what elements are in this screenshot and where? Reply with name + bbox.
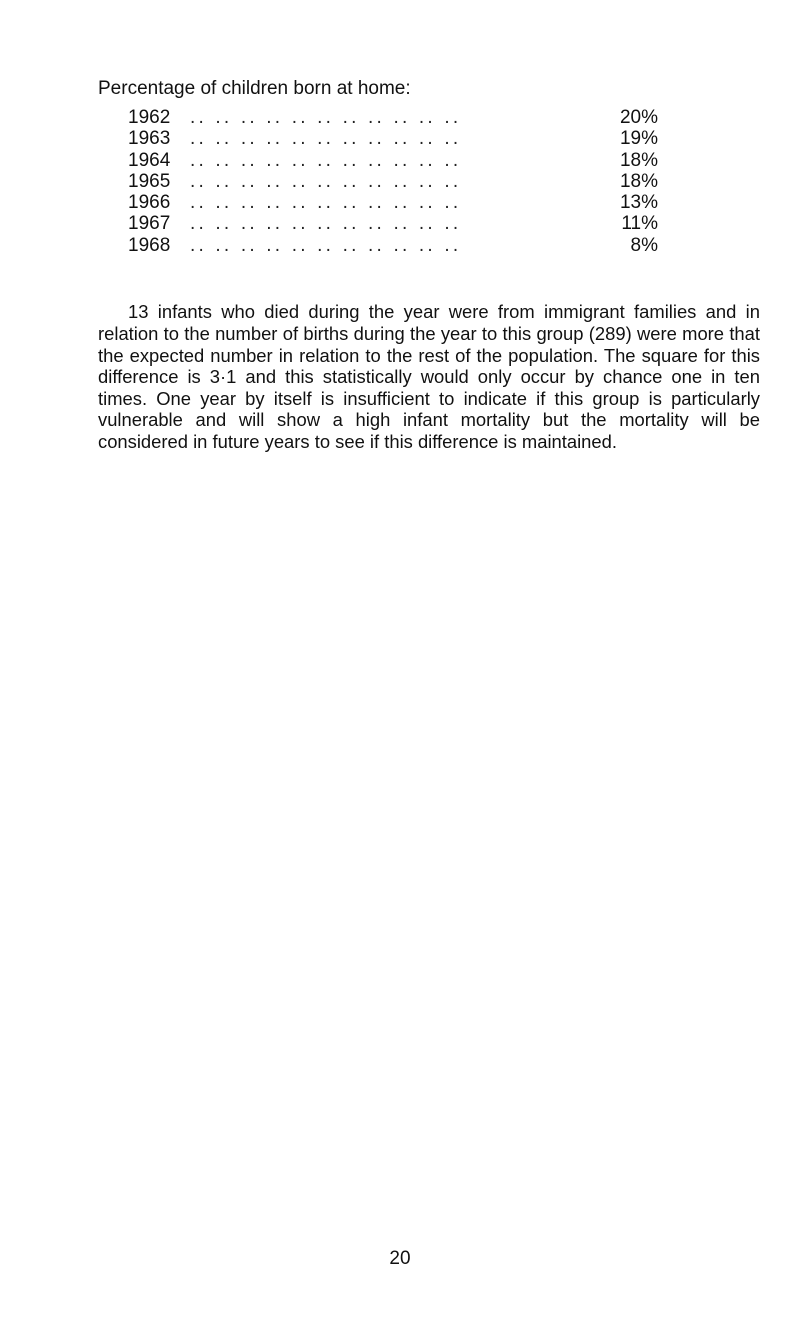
home-births-table (128, 107, 658, 256)
percentage-cell: 19% (619, 128, 658, 150)
table-row (128, 128, 658, 149)
dot-leader: .. .. .. .. .. .. .. .. .. .. .. (190, 170, 462, 192)
table-row (128, 107, 658, 128)
section-heading: Percentage of children born at home: (98, 78, 411, 99)
table-row (128, 213, 658, 234)
body-paragraph: 13 infants who died during the year were from immigrant families and in relation to the number of births during the year to this group (289) were more that the expected number in relation to the rest of the population. The square for this difference is 3·1 and this statistically would only occur by chance one in ten times. One year by itself is insufficient to indicate if this group is particularly vulnerable and will show a high infant mortality but the mortality will be considered in future years to see if this difference is maintained. (98, 301, 760, 452)
dot-leader: .. .. .. .. .. .. .. .. .. .. .. (190, 234, 462, 256)
year-cell: 1964 (128, 149, 171, 171)
dot-leader: .. .. .. .. .. .. .. .. .. .. .. (190, 128, 462, 150)
year-cell: 1967 (128, 213, 171, 235)
year-cell: 1963 (128, 128, 171, 150)
dot-leader: .. .. .. .. .. .. .. .. .. .. .. (190, 192, 462, 214)
percentage-cell: 18% (619, 170, 658, 192)
percentage-cell: 20% (619, 107, 658, 128)
table-row (128, 171, 658, 192)
table-row (128, 150, 658, 171)
table-row (128, 235, 658, 256)
year-cell: 1968 (128, 234, 171, 256)
table-row (128, 192, 658, 213)
page-number: 20 (389, 1248, 411, 1269)
percentage-cell: 13% (619, 192, 658, 214)
percentage-cell: 11% (621, 213, 658, 235)
dot-leader: .. .. .. .. .. .. .. .. .. .. .. (190, 213, 462, 235)
year-cell: 1962 (128, 107, 171, 128)
percentage-cell: 18% (619, 149, 658, 171)
year-cell: 1966 (128, 192, 171, 214)
dot-leader: .. .. .. .. .. .. .. .. .. .. .. (190, 149, 462, 171)
year-cell: 1965 (128, 170, 171, 192)
percentage-cell: 8% (630, 234, 658, 256)
dot-leader: .. .. .. .. .. .. .. .. .. .. .. (190, 107, 462, 128)
